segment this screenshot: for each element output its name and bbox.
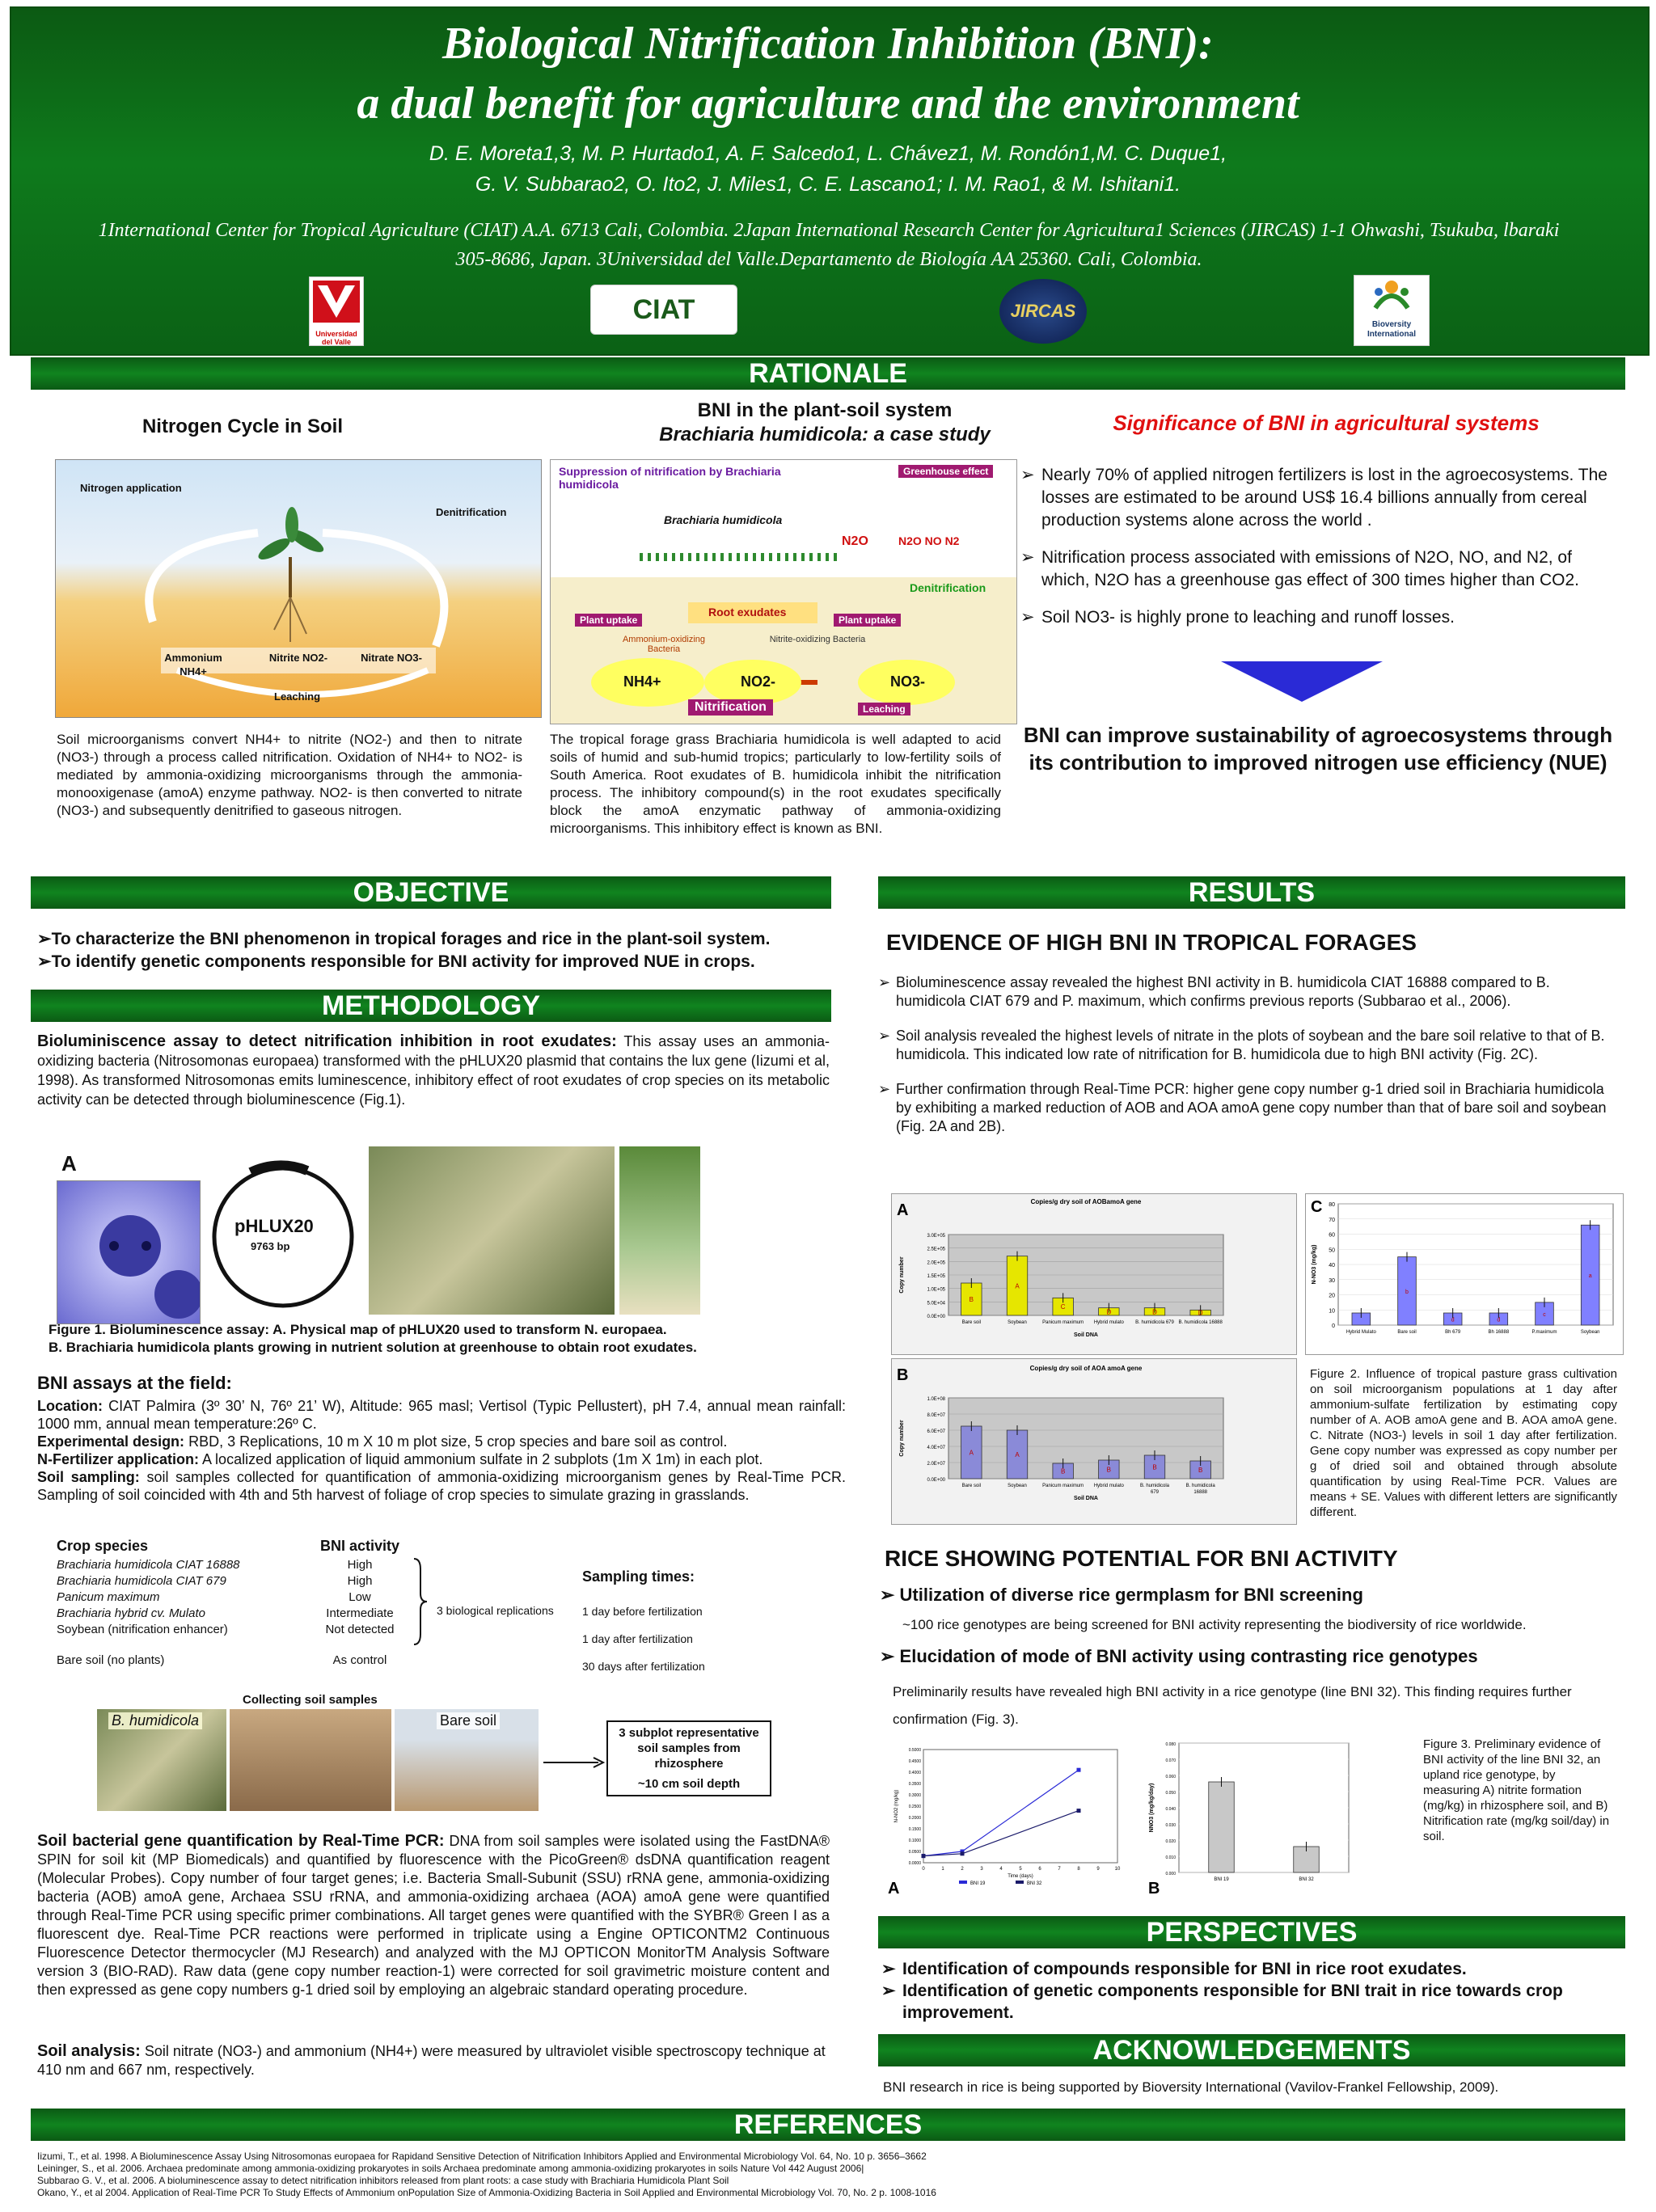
x-tick-label: 2 (961, 1867, 964, 1872)
fig3b-panel (1143, 1735, 1386, 1897)
rice-bullet-1: ➢ Utilization of diverse rice germplasm for BNI screening (880, 1585, 1363, 1605)
x-tick-label: 679 (1150, 1490, 1160, 1495)
x-tick-label: P.maximum (1531, 1330, 1557, 1335)
univalle-logo: Universidad del Valle (309, 276, 364, 346)
finding-item: ➢ Bioluminescence assay revealed the highest BNI activity in B. humidicola CIAT 16888 compared to B. humidicola CIAT 679 and P. maximum, which confirms previous reports (Subbarao et al., 2006). (878, 974, 1550, 1009)
chart-title: Copies/g dry soil of AOBamoA gene (1030, 1198, 1142, 1205)
y-tick-label: 0.000 (1165, 1872, 1176, 1876)
significance-letter: d (1497, 1317, 1501, 1323)
plant-roots-photo (619, 1146, 700, 1315)
x-axis-label: Soil DNA (1074, 1496, 1098, 1501)
significance-item: ➢ Soil NO3- is highly prone to leaching and runoff losses. (1020, 608, 1455, 627)
poster-title-line1: Biological Nitrification Inhibition (BNI): (442, 19, 1214, 69)
bni-conclusion: BNI can improve sustainability of agroecosystems through its contribution to improved nitrogen use efficiency (NUE) (1023, 723, 1613, 775)
significance-letter: B (1060, 1467, 1066, 1475)
y-tick-label: 70 (1329, 1217, 1335, 1223)
significance-item: ➢ Nitrification process associated with emissions of N2O, NO, and N2, of which, N2O has a greenhouse gas effect of 300 times higher than CO2. (1020, 548, 1580, 589)
y-tick-label: 1.5E+05 (927, 1274, 945, 1279)
x-tick-label: 4 (999, 1867, 1003, 1872)
x-tick-label: Soybean (1580, 1330, 1600, 1335)
soil-analysis-paragraph: Soil analysis: Soil nitrate (NO3-) and ammonium (NH4+) were measured by ultraviolet visible spectroscopy technique at 410 nm and 667 nm, respectively. (37, 2042, 826, 2078)
nitrite-line-chart (886, 1735, 1135, 1897)
x-tick-label: B. humidicola 679 (1135, 1320, 1174, 1325)
acknowledgements-bar: ACKNOWLEDGEMENTS (878, 2034, 1625, 2066)
table-row: Panicum maximum Low (57, 1590, 371, 1604)
y-tick-label: 1.0E+05 (927, 1287, 945, 1293)
x-tick-label: B. humidicola 16888 (1178, 1320, 1223, 1325)
y-axis-label: NNO3 (mg/kg/day) (1149, 1783, 1155, 1833)
y-tick-label: 0.5000 (908, 1748, 921, 1753)
reference-item: Subbarao G. V., et al. 2006. A bioluminescence assay to detect nitrification inhibitors released from plant roots: a case study with Brachiaria Humidicola Plant Soil (37, 2175, 729, 2186)
significance-title: Significance of BNI in agricultural systems (1113, 411, 1540, 435)
y-tick-label: 2.0E+05 (927, 1260, 945, 1266)
x-tick-label: 5 (1019, 1867, 1022, 1872)
fig3a-panel (886, 1735, 1135, 1897)
legend-label: BNI 32 (1027, 1881, 1042, 1886)
data-point (1077, 1809, 1081, 1813)
y-tick-label: 0.040 (1165, 1807, 1176, 1812)
fig1-caption: Figure 1. Bioluminescence assay: A. Physical map of pHLUX20 used to transform N. europaea. B. Brachiaria humidicola plants growing in nutrient solution at greenhouse to obtain root exudates. (49, 1322, 697, 1355)
pcr-paragraph: Soil bacterial gene quantification by Real-Time PCR: DNA from soil samples were isolated using the FastDNA® SPIN for soil kit (MP Biomedicals) and quantified by fluorescence with the PicoGreen® dsDNA quantification reagent (Molecular Probes). Copy number of four target genes; i.e. Bacteria Small-Subunit (SSU) rRNA gene, ammonia-oxidizing bacteria (AOB) amoA gene, Archaea SSU rRNA, and ammonia-oxidizing archaea (AOA) amoA gene were quantified through Real-Time PCR using specific primer combinations. All target genes were quantified with the SYBR® Green I as a fluorescent dye. Real-Time PCR reactions were performed in triplicate using a Engine OPTICONTM2 Continuous Fluorescence Detector thermocycler (MJ Research) and analyzed with the MJ OPTICON MonitorTM Analysis Software version 3 (BIO-RAD). Raw data (gene copy number reaction-1) were corrected for soil gravimetric moisture content and then expressed as gene copy numbers g-1 dried soil by employing an algebraic standard operating procedure. (37, 1832, 830, 1998)
nitrate-bar-chart (1306, 1194, 1623, 1354)
field-assays-heading: BNI assays at the field: (37, 1373, 232, 1393)
x-axis-label: Soil DNA (1074, 1332, 1098, 1338)
x-tick-label: Bare soil (961, 1484, 982, 1488)
table-row: Brachiaria humidicola CIAT 16888 High (57, 1558, 373, 1572)
crop-species-table: Crop species BNI activity Brachiaria humidicola CIAT 16888 High Brachiaria humidicola CIAT 679 High Panicum maximum Low Brachiaria hybrid cv. Mulato Intermediate Soybean (nitrification enhancer) Not detected Bare soil (no plants) As control (57, 1538, 445, 1669)
x-tick-label: 3 (980, 1867, 983, 1872)
y-tick-label: 0.080 (1165, 1742, 1176, 1747)
legend-swatch (1016, 1881, 1024, 1884)
significance-item: ➢ Nearly 70% of applied nitrogen fertilizers is lost in the agroecosystems. The losses are estimated to be around US$ 16.4 billions annually from cereal production systems alone across the world . (1020, 466, 1607, 530)
arrow-to-subplot (542, 1754, 606, 1771)
data-point (961, 1851, 965, 1855)
methodology-bar: METHODOLOGY (31, 990, 831, 1022)
y-tick-label: 3.0E+05 (927, 1234, 945, 1239)
significance-letter: B (1152, 1463, 1157, 1471)
y-tick-label: 0.010 (1165, 1855, 1176, 1860)
forages-heading: EVIDENCE OF HIGH BNI IN TROPICAL FORAGES (886, 930, 1417, 955)
table-row: Soybean (nitrification enhancer) Not detected (57, 1623, 395, 1636)
data-point (922, 1854, 926, 1858)
x-tick-label: BNI 32 (1299, 1877, 1314, 1882)
label-denitrification: Denitrification (436, 506, 507, 518)
authors-line1: D. E. Moreta1,3, M. P. Hurtado1, A. F. Salcedo1, L. Chávez1, M. Rondón1,M. C. Duque1, (429, 142, 1227, 165)
rice-bullet-2: ➢ Elucidation of mode of BNI activity using contrasting rice genotypes (880, 1646, 1478, 1666)
perspective-item: ➢ Identification of genetic components responsible for BNI trait in rice towards crop improvement. (881, 1982, 1563, 2022)
x-tick-label: 8 (1077, 1867, 1080, 1872)
y-tick-label: 0.0E+00 (927, 1315, 945, 1319)
y-tick-label: 0.020 (1165, 1839, 1176, 1844)
y-tick-label: 2.5E+05 (927, 1247, 945, 1252)
x-tick-label: Panicum maximum (1042, 1320, 1084, 1325)
y-tick-label: 80 (1329, 1202, 1335, 1208)
x-tick-label: Soybean (1008, 1484, 1027, 1488)
plasmid-map: pHLUX20 9763 bp (202, 1132, 364, 1334)
y-tick-label: 0.030 (1165, 1823, 1176, 1828)
poster-title-line2: a dual benefit for agriculture and the environment (357, 78, 1299, 129)
fig2c-panel (1305, 1193, 1624, 1355)
label-nitrite: Nitrite NO2- (268, 652, 328, 664)
significance-letter: B (1198, 1467, 1203, 1474)
legend-swatch (959, 1881, 967, 1884)
x-tick-label: Hybrid mulato (1093, 1484, 1124, 1488)
fig2b-panel (891, 1358, 1297, 1525)
photo-label-bare-soil: Bare soil (437, 1712, 500, 1729)
y-tick-label: 1.0E+08 (927, 1397, 945, 1402)
table-row: Brachiaria hybrid cv. Mulato Intermediate (57, 1606, 394, 1620)
significance-letter: A (1015, 1451, 1020, 1458)
x-tick-label: 16888 (1193, 1490, 1208, 1495)
reference-item: Leininger, S., et al. 2006. Archaea predominate among ammonia-oxidizing prokaryotes in soils Archaea predominate among ammonia-oxidizing prokaryotes in soils Nature Vol 442 August 2006| (37, 2163, 864, 2174)
references-bar: REFERENCES (31, 2109, 1625, 2141)
plot-area (948, 1398, 1223, 1479)
bni-case-study-text: The tropical forage grass Brachiaria humidicola is well adapted to acid soils of humid and sub-humid tropics; particularly to low-fertility soils of South America. Root exudates of B. humidicola inhibit the nitrification process. The inhibitory compound(s) in the root exudates specifically block the amoA enzymatic pathway of ammonia-oxidizing microorganisms. This inhibitory effect is known as BNI. (550, 732, 1001, 836)
field-assays-details: Location: CIAT Palmira (3º 30’ N, 76º 21’ W), Altitude: 965 masl; Vertisol (Typic Pellustert), pH 7.4, annual mean rainfall: 1000 mm, annual mean temperature:26º C. Experimental design: RBD, 3 Replications, 10 m X 10 m plot size, 5 crop species and bare soil as control. N-Fertilizer application: A localized application of liquid ammonium sulfate in 2 subplots (1m X 1m) in each plot. Soil sampling: soil samples collected for quantification of ammonia-oxidizing microorganism genes by Real-Time PCR. Sampling of soil coincided with 4th and 5th harvest of foliage of crop species to simulate grazing in grasslands. (37, 1398, 846, 1503)
y-tick-label: 0.1500 (908, 1827, 921, 1832)
y-tick-label: 8.0E+07 (927, 1413, 945, 1418)
x-tick-label: 0 (922, 1867, 925, 1872)
y-tick-label: 0.060 (1165, 1775, 1176, 1779)
y-tick-label: 0 (1332, 1323, 1335, 1329)
y-tick-label: 0.4000 (908, 1771, 921, 1775)
x-tick-label: 10 (1114, 1867, 1121, 1872)
bar (1209, 1782, 1235, 1872)
photo-label-bhumidicola: B. humidicola (108, 1712, 202, 1729)
y-tick-label: 0.1000 (908, 1838, 921, 1843)
plot-area (923, 1750, 1117, 1863)
chart-title: Copies/g dry soil of AOA amoA gene (1029, 1365, 1143, 1372)
panel-label: A (888, 1880, 900, 1897)
finding-item: ➢ Further confirmation through Real-Time PCR: higher gene copy number g-1 dried soil in Brachiaria humidicola by exhibiting a marked reduction of AOB and AOA amoA gene copy number than that of bare soil and soybean (Fig. 2A and 2B). (878, 1081, 1607, 1134)
panel-label: A (897, 1201, 909, 1219)
y-tick-label: 4.0E+07 (927, 1446, 945, 1450)
x-tick-label: B. humidicola (1185, 1484, 1215, 1488)
x-tick-label: Bh 16888 (1488, 1330, 1510, 1335)
significance-list (1020, 464, 1619, 629)
replications-label: 3 biological replications (437, 1604, 554, 1617)
forages-findings (878, 973, 1622, 1136)
aoa-bar-chart (892, 1359, 1296, 1524)
label-leaching: Leaching (274, 690, 321, 703)
nitrogen-cycle-title: Nitrogen Cycle in Soil (142, 416, 344, 437)
collecting-title: Collecting soil samples (243, 1693, 378, 1707)
y-tick-label: 5.0E+04 (927, 1301, 945, 1307)
x-tick-label: Soybean (1008, 1320, 1027, 1325)
y-tick-label: 6.0E+07 (927, 1429, 945, 1434)
bni-plant-soil-title: BNI in the plant-soil system (697, 399, 953, 421)
down-arrow (1221, 661, 1383, 710)
ciat-logo: CIAT (590, 285, 737, 335)
label-nitrate: Nitrate NO3- (361, 652, 422, 664)
fig2a-panel (891, 1193, 1297, 1355)
label-nitrogen-application: Nitrogen application (80, 482, 182, 494)
significance-letter: a (1588, 1273, 1592, 1280)
y-axis-label: Copy number (899, 1420, 905, 1457)
reference-item: Iizumi, T., et al. 1998. A Bioluminescence Assay Using Nitrosomonas europaea for Rapidand Sensitive Detection of Nitrification Inhibitors Applied and Environmental Microbiology Vol. 64, No. 10 p. 3656–3662 (37, 2151, 927, 2162)
y-tick-label: 30 (1329, 1277, 1335, 1284)
reference-item: Okano, Y., et al 2004. Application of Real-Time PCR To Study Effects of Ammonium onPopulation Size of Ammonia-Oxidizing Bacteria in Soil Applied and Environmental Microbiology Vol. 70, No. 2 p. 1008-1016 (37, 2187, 936, 2198)
y-tick-label: 50 (1329, 1247, 1335, 1254)
y-axis-label: Copy number (899, 1256, 905, 1294)
affiliation-line1: 1International Center for Tropical Agriculture (CIAT) A.A. 6713 Cali, Colombia. 2Japan International Research Center for Agricultura1 Sciences (JIRCAS) 1-1 Ohwashi, Tsukuba, lbaraki (98, 220, 1560, 241)
x-tick-label: Panicum maximum (1042, 1484, 1084, 1488)
objective-bar: OBJECTIVE (31, 876, 831, 909)
x-tick-label: 9 (1096, 1867, 1100, 1872)
y-tick-label: 0.0000 (908, 1861, 921, 1866)
y-tick-label: 40 (1329, 1263, 1335, 1269)
x-tick-label: 7 (1058, 1867, 1061, 1872)
rice-text-2: Preliminarily results have revealed high BNI activity in a rice genotype (line BNI 32). This finding requires further confirmation (Fig. 3). (893, 1684, 1572, 1727)
significance-letter: B (969, 1296, 974, 1303)
x-tick-label: Hybrid Mulato (1346, 1330, 1376, 1335)
finding-item: ➢ Soil analysis revealed the highest levels of nitrate in the plots of soybean and the bare soil relative to that of B. humidicola. This indicated low rate of nitrification for B. humidicola due to high BNI activity (Fig. 2C). (878, 1028, 1605, 1062)
sampling-times-list: 1 day before fertilization 1 day after fertilization 30 days after fertilization (582, 1605, 705, 1673)
bioversity-logo: Bioversity International (1354, 275, 1430, 346)
objective-item: ➢To characterize the BNI phenomenon in tropical forages and rice in the plant-soil system. (37, 930, 771, 948)
panel-label: B (897, 1366, 909, 1384)
y-tick-label: 0.2000 (908, 1816, 921, 1821)
data-point (1077, 1768, 1081, 1772)
rationale-bar: RATIONALE (31, 357, 1625, 390)
y-tick-label: 20 (1329, 1293, 1335, 1299)
panel-label: C (1311, 1198, 1323, 1216)
significance-letter: B (1106, 1466, 1112, 1474)
sampling-times-title: Sampling times: (582, 1568, 695, 1585)
bni-case-study-title: Brachiaria humidicola: a case study (659, 424, 991, 445)
objective-list (37, 928, 838, 973)
y-tick-label: 0.4500 (908, 1759, 921, 1764)
bacteria-micrograph (57, 1180, 201, 1324)
fig2-caption: Figure 2. Influence of tropical pasture grass cultivation on soil microorganism populations at 1 day after ammonium-sulfate fertilization by estimating copy number of A. AOB amoA gene and B. AOA amoA gene. C. Nitrate (NO3-) levels in soil 1 day after fertilization. Gene copy number was expressed as copy number per g of dried soil and obtained through absolute quantification by using Real-Time PCR. Values are means + SE. Values with different letters are significantly different. (1310, 1367, 1617, 1519)
greenhouse-photo (369, 1146, 615, 1315)
significance-letter: c (1543, 1311, 1546, 1318)
bni-suppression-diagram: Suppression of nitrification by Brachiaria humidicola Greenhouse effect Brachiaria humidicola N2O N2O NO N2 Root exudates Denitrification Plant uptake Plant uptake Ammonium-oxidizing Bacteria Nitrite-oxidizing Bacteria NH4+ NO2- NO3- Nitrification Leaching (550, 459, 1017, 724)
fig3-caption: Figure 3. Preliminary evidence of BNI activity of the line BNI 32, an upland rice genotype, by measuring A) nitrite formation (mg/kg) in rhizosphere soil, and B) Nitrification rate (mg/kg soil/day) in soil. (1423, 1737, 1610, 1843)
significance-letter: D (1106, 1308, 1112, 1316)
x-tick-label: 1 (941, 1867, 944, 1872)
x-tick-label: B. humidicola (1139, 1484, 1170, 1488)
y-tick-label: 0.070 (1165, 1758, 1176, 1763)
nitrification-bar-chart (1143, 1735, 1386, 1897)
x-tick-label: Bh 679 (1445, 1330, 1461, 1335)
y-axis-label: N-NO2 (mg/kg) (894, 1789, 899, 1823)
aob-bar-chart (892, 1194, 1296, 1354)
x-tick-label: BNI 19 (1214, 1877, 1229, 1882)
nitrogen-cycle-diagram (55, 459, 542, 718)
bioluminescence-paragraph: Bioluminiscence assay to detect nitrification inhibition in root exudates: This assay uses an ammonia-oxidizing bacteria (Nitrosomonas europaea) transformed with the pHLUX20 plasmid that contains the lux gene (Iizumi et al, 1998). As transformed Nitrosomonas emits luminescence, inhibitory effect of root exudates of crop species on its metabolic activity can be detected through bioluminescence (Fig.1). (37, 1032, 830, 1108)
perspectives-bar: PERSPECTIVES (878, 1916, 1625, 1948)
rice-text-1: ~100 rice genotypes are being screened for BNI activity representing the biodiversity of rice worldwide. (902, 1617, 1527, 1632)
y-tick-label: 10 (1329, 1308, 1335, 1315)
objective-item: ➢To identify genetic components responsible for BNI activity for improved NUE in crops. (37, 952, 755, 971)
significance-letter: D (1198, 1309, 1203, 1317)
references-list (37, 2151, 1622, 2199)
collecting-photo-2 (230, 1709, 391, 1811)
label-ammonium: Ammonium NH4+ (164, 652, 222, 678)
x-tick-label: Hybrid mulato (1093, 1320, 1124, 1325)
y-tick-label: 2.0E+07 (927, 1462, 945, 1467)
fig1-label-a: A (61, 1151, 77, 1176)
legend-label: BNI 19 (970, 1881, 986, 1886)
nitrogen-cycle-text: Soil microorganisms convert NH4+ to nitrite (NO2-) and then to nitrate (NO3-) through a process called nitrification. Oxidation of NH4+ to NO2- is mediated by ammonia-oxidizing microorganisms through the ammonia-monooxigenase (amoA) enzyme pathway. NO2- is then converted to nitrate (NO3-) and subsequently denitrified to gaseous nitrogen. (57, 732, 522, 818)
significance-letter: d (1451, 1317, 1455, 1323)
y-tick-label: 0.050 (1165, 1791, 1176, 1796)
table-row: Brachiaria humidicola CIAT 679 High (57, 1574, 373, 1588)
significance-letter: A (1015, 1282, 1020, 1290)
affiliation-line2: 305-8686, Japan. 3Universidad del Valle.Departamento de Biología AA 25360. Cali, Colombia. (455, 249, 1202, 270)
rice-heading: RICE SHOWING POTENTIAL FOR BNI ACTIVITY (885, 1546, 1398, 1571)
y-tick-label: 0.2500 (908, 1805, 921, 1809)
significance-letter: A (969, 1449, 974, 1457)
acknowledgements-text: BNI research in rice is being supported by Bioversity International (Vavilov-Frankel Fellowship, 2009). (883, 2079, 1499, 2095)
replication-brace (412, 1557, 429, 1646)
table-row: Bare soil (no plants) As control (57, 1653, 387, 1667)
y-tick-label: 0.3500 (908, 1782, 921, 1787)
x-tick-label: 6 (1038, 1867, 1041, 1872)
y-tick-label: 0.0500 (908, 1850, 921, 1855)
perspective-item: ➢ Identification of compounds responsible for BNI in rice root exudates. (881, 1960, 1467, 1978)
x-tick-label: Bare soil (961, 1320, 982, 1325)
subplot-box: 3 subplot representative soil samples from rhizosphere ~10 cm soil depth (606, 1720, 771, 1796)
significance-letter: b (1405, 1289, 1409, 1295)
y-tick-label: 0.0E+00 (927, 1478, 945, 1483)
significance-letter: C (1060, 1303, 1066, 1311)
results-bar: RESULTS (878, 876, 1625, 909)
x-axis-label: Time (days) (1008, 1874, 1033, 1879)
authors-line2: G. V. Subbarao2, O. Ito2, J. Miles1, C. E. Lascano1; I. M. Rao1, & M. Ishitani1. (475, 173, 1181, 196)
jircas-logo: JIRCAS (999, 279, 1087, 344)
significance-letter: D (1152, 1308, 1157, 1316)
y-axis-label: N-NO3 (mg/kg) (1312, 1244, 1317, 1285)
x-tick-label: Bare soil (1397, 1330, 1417, 1335)
panel-label: B (1148, 1880, 1160, 1897)
perspectives-list (881, 1958, 1622, 2024)
y-tick-label: 60 (1329, 1232, 1335, 1239)
y-tick-label: 0.3000 (908, 1793, 921, 1798)
